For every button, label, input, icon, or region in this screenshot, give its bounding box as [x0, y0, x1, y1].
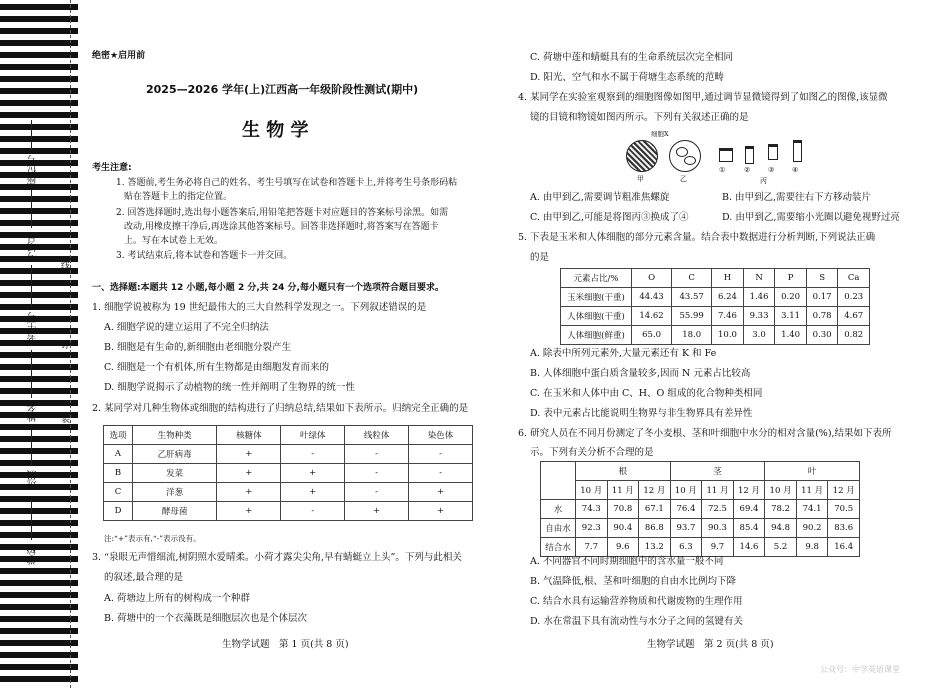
side-fill-line: [31, 430, 32, 466]
q4-option-d: D. 由甲到乙,需要缩小光圈以避免视野过亮: [722, 212, 900, 223]
table-cell: 94.8: [765, 519, 797, 538]
table-cell: 0.78: [806, 307, 838, 326]
q5-option-a: A. 除表中所列元素外,大量元素还有 K 和 Fe: [530, 348, 717, 359]
binding-dashed-line: [70, 0, 72, 688]
side-label-candidate: 考生号: [28, 312, 39, 342]
q4-option-a: A. 由甲到乙,需要调节粗准焦螺旋: [530, 192, 670, 203]
table-cell: 酵母菌: [133, 502, 217, 521]
q6-stem-line1: 6. 研究人员在不同月份测定了冬小麦根、茎和叶细胞中水分的相对含量(%),结果如下表所: [518, 428, 892, 439]
objective-3-icon: [768, 144, 778, 160]
table-cell: -: [345, 445, 409, 464]
binding-stripe: [0, 124, 78, 130]
table-cell: 85.4: [733, 519, 765, 538]
q3-stem-line1: 3. “泉眼无声惜细流,树阴照水爱晴柔。小荷才露尖尖角,早有蜻蜓立上头”。下列与此相关: [92, 552, 462, 563]
table-cell: 14.6: [733, 538, 765, 557]
table-cell: 9.33: [743, 307, 775, 326]
table-cell: 4.67: [838, 307, 870, 326]
binding-stripe: [0, 76, 78, 82]
table-header-row: [541, 481, 860, 500]
table-cell: 洋葱: [133, 483, 217, 502]
table-header-cell: P: [775, 269, 807, 288]
table-cell: 18.0: [672, 326, 712, 345]
table-header-cell: 11 月: [796, 481, 828, 500]
binding-stripe: [0, 676, 78, 682]
binding-stripe: [0, 64, 78, 70]
q5-option-b: B. 人体细胞中蛋白质含量较多,因而 N 元素占比较高: [530, 368, 751, 379]
side-label-class: 班级: [28, 470, 39, 490]
table-cell: 44.43: [632, 288, 672, 307]
table-header-cell: 生物种类: [133, 426, 217, 445]
table-cell: +: [281, 483, 345, 502]
table-cell: +: [409, 483, 473, 502]
binding-stripe: [0, 112, 78, 118]
q4-option-c: C. 由甲到乙,可能是将图丙③换成了④: [530, 212, 689, 223]
q6-option-a: A. 不同器官不同时期细胞中的含水量一般不同: [530, 556, 724, 567]
table-cell: 10.0: [712, 326, 744, 345]
fig-label-1: ①: [719, 166, 726, 174]
table-row: [561, 326, 870, 345]
microscope-field-jia: [626, 140, 658, 172]
table-cell: 1.40: [775, 326, 807, 345]
table-cell: 69.4: [733, 500, 765, 519]
q1-option-b: B. 细胞是有生命的,新细胞由老细胞分裂产生: [104, 342, 292, 353]
table-cell: 6.24: [712, 288, 744, 307]
binding-stripe: [0, 196, 78, 202]
table-header-cell: 11 月: [702, 481, 734, 500]
table-cell: 9.8: [796, 538, 828, 557]
table-header-cell: S: [806, 269, 838, 288]
fig-label-2: ②: [744, 166, 751, 174]
table-cell: 7.46: [712, 307, 744, 326]
table-cell: 93.7: [670, 519, 702, 538]
cell-shape: [676, 147, 688, 157]
binding-stripe: [0, 100, 78, 106]
table-cell: 70.8: [607, 500, 639, 519]
table-cell: -: [345, 483, 409, 502]
exam-title: 2025—2026 学年(上)江西高一年级阶段性测试(期中): [146, 83, 419, 96]
side-label-school: 学校: [28, 545, 39, 565]
table-header-cell: 10 月: [576, 481, 608, 500]
q6-option-d: D. 水在常温下具有流动性与水分子之间的氢键有关: [530, 616, 743, 627]
q4-stem-line2: 镜的目镜和物镜如图丙所示。下列有关叙述正确的是: [530, 112, 749, 123]
table-cell: A: [104, 445, 133, 464]
side-label-seat: 座位号: [28, 155, 39, 185]
table-cell: 1.46: [743, 288, 775, 307]
table-cell: 5.2: [765, 538, 797, 557]
table-cell: 90.4: [607, 519, 639, 538]
table-row: [541, 519, 860, 538]
table-cell: 水: [541, 500, 576, 519]
table-group-cell: 根: [576, 462, 671, 481]
side-label-room: 考场号: [28, 232, 39, 262]
binding-stripe: [0, 16, 78, 22]
table-row: [541, 538, 860, 557]
q5-option-d: D. 表中元素占比能说明生物界与非生物界具有差异性: [530, 408, 753, 419]
table-row: [541, 500, 860, 519]
binding-stripe: [0, 220, 78, 226]
table-header-cell: 12 月: [733, 481, 765, 500]
binding-stripe: [0, 520, 78, 526]
binding-stripe: [0, 460, 78, 466]
side-fill-line: [31, 120, 32, 150]
q1-option-a: A. 细胞学说的建立运用了不完全归纳法: [104, 322, 269, 333]
table-header-cell: 12 月: [828, 481, 860, 500]
binding-stripe: [0, 532, 78, 538]
q3-option-c: C. 荷塘中莲和蜻蜓具有的生命系统层次完全相同: [530, 52, 733, 63]
table-header-cell: 11 月: [607, 481, 639, 500]
table-cell: 人体细胞(鲜重): [561, 326, 632, 345]
table-row: [104, 502, 473, 521]
table-cell: +: [217, 483, 281, 502]
binding-stripe: [0, 40, 78, 46]
binding-stripe: [0, 592, 78, 598]
table-cell: B: [104, 464, 133, 483]
table-header-cell: 12 月: [639, 481, 671, 500]
table-row: [104, 483, 473, 502]
table-cell: 0.23: [838, 288, 870, 307]
table-header-cell: Ca: [838, 269, 870, 288]
table-cell: +: [281, 464, 345, 483]
table-cell: 43.57: [672, 288, 712, 307]
binding-stripe: [0, 28, 78, 34]
section-heading: 一、选择题:本题共 12 小题,每小题 2 分,共 24 分,每小题只有一个选项符合题目要求。: [92, 283, 444, 293]
table-cell: 结合水: [541, 538, 576, 557]
table-cell: 76.4: [670, 500, 702, 519]
q2-note: 注:“+”表示有,“-”表示没有。: [104, 534, 201, 543]
fig-label-yi: 乙: [680, 175, 687, 183]
table-header-cell: 10 月: [670, 481, 702, 500]
table-group-cell: 叶: [765, 462, 860, 481]
q6-stem-line2: 示。下列有关分析不合理的是: [530, 447, 654, 458]
table-header-cell: 核糖体: [217, 426, 281, 445]
table-cell: 67.1: [639, 500, 671, 519]
q3-option-a: A. 荷塘边上所有的树构成一个种群: [104, 593, 250, 604]
table-cell: 玉米细胞(干重): [561, 288, 632, 307]
notice-title: 考生注意:: [92, 163, 132, 173]
side-fill-line: [31, 265, 32, 307]
table-cell: C: [104, 483, 133, 502]
binding-stripe: [0, 664, 78, 670]
fig-label-cellx: 细胞X: [651, 130, 669, 138]
side-fill-line: [31, 350, 32, 398]
binding-stripe: [0, 52, 78, 58]
q3-option-b: B. 荷塘中的一个衣藻既是细胞层次也是个体层次: [104, 613, 308, 624]
table-cell: 83.6: [828, 519, 860, 538]
q1-option-d: D. 细胞学说揭示了动植物的统一性并阐明了生物界的统一性: [104, 382, 355, 393]
binding-stripe: [0, 352, 78, 358]
notice-line: 2. 回答选择题时,选出每小题答案后,用铅笔把答题卡对应题目的答案标号涂黑。如需: [116, 208, 449, 218]
table-header-cell: 染色体: [409, 426, 473, 445]
table-cell: 90.3: [702, 519, 734, 538]
table-cell: -: [409, 464, 473, 483]
table-header-cell: N: [743, 269, 775, 288]
table-row: [561, 307, 870, 326]
table-cell: 78.2: [765, 500, 797, 519]
table-cell: 74.1: [796, 500, 828, 519]
table-cell: 70.5: [828, 500, 860, 519]
table-row: [104, 464, 473, 483]
table-header-cell: H: [712, 269, 744, 288]
footer-page-1: 生物学试题 第 1 页(共 8 页): [222, 639, 349, 650]
table-cell: D: [104, 502, 133, 521]
binding-stripe: [0, 364, 78, 370]
table-cell: 9.7: [702, 538, 734, 557]
table-cell: 0.17: [806, 288, 838, 307]
binding-stripe: [0, 292, 78, 298]
q4-option-b: B. 由甲到乙,需要往右下方移动装片: [722, 192, 872, 203]
secret-mark: 绝密★启用前: [92, 51, 146, 61]
q4-stem-line1: 4. 某同学在实验室观察到的细胞图像如图甲,通过调节显微镜得到了如图乙的图像,该显微: [518, 92, 888, 103]
table-cell: -: [281, 445, 345, 464]
notice-line: 上。写在本试卷上无效。: [124, 236, 224, 246]
fig-label-bing: 丙: [760, 177, 767, 185]
watermark-text: 公众号：中学英语课堂: [820, 665, 900, 674]
binding-stripe: [0, 280, 78, 286]
table-header-cell: O: [632, 269, 672, 288]
q6-option-b: B. 气温降低,根、茎和叶细胞的自由水比例均下降: [530, 576, 737, 587]
table-group-cell: 茎: [670, 462, 765, 481]
q6-table: [540, 461, 860, 557]
table-cell: 乙肝病毒: [133, 445, 217, 464]
binding-stripe: [0, 148, 78, 154]
binding-stripe: [0, 136, 78, 142]
q1-option-c: C. 细胞是一个有机体,所有生物都是由细胞发育而来的: [104, 362, 329, 373]
binding-stripe: [0, 436, 78, 442]
q6-option-c: C. 结合水具有运输营养物质和代谢废物的生理作用: [530, 596, 743, 607]
table-header-cell: C: [672, 269, 712, 288]
table-header-cell: 元素占比/%: [561, 269, 632, 288]
table-cell: 7.7: [576, 538, 608, 557]
binding-stripe: [0, 496, 78, 502]
table-cell: +: [217, 502, 281, 521]
notice-line: 3. 考试结束后,将本试卷和答题卡一并交回。: [116, 251, 293, 261]
q1-stem: 1. 细胞学说被称为 19 世纪最伟大的三大自然科学发现之一。下列叙述错误的是: [92, 302, 427, 313]
side-label-name: 姓名: [28, 402, 39, 422]
binding-stripe: [0, 376, 78, 382]
binding-stripe: [0, 4, 78, 10]
q5-stem-line2: 的是: [530, 252, 550, 263]
table-cell: +: [217, 464, 281, 483]
table-cell: 92.3: [576, 519, 608, 538]
eyepiece-2-icon: [745, 146, 754, 164]
q5-table: [560, 268, 870, 345]
table-cell: 74.3: [576, 500, 608, 519]
table-cell: 3.0: [743, 326, 775, 345]
table-cell: 16.4: [828, 538, 860, 557]
binding-stripe: [0, 652, 78, 658]
table-cell: 0.30: [806, 326, 838, 345]
q2-stem: 2. 某同学对几种生物体或细胞的结构进行了归纳总结,结果如下表所示。归纳完全正确的是: [92, 403, 469, 414]
binding-stripe: [0, 304, 78, 310]
fig-label-4: ④: [792, 166, 799, 174]
fig-label-3: ③: [768, 166, 775, 174]
footer-page-2: 生物学试题 第 2 页(共 8 页): [647, 639, 774, 650]
table-cell: 人体细胞(干重): [561, 307, 632, 326]
binding-stripe: [0, 604, 78, 610]
binding-stripe: [0, 448, 78, 454]
cutmark-line: 线: [61, 261, 71, 271]
binding-stripe: [0, 580, 78, 586]
table-cell: 9.6: [607, 538, 639, 557]
table-cell: 6.3: [670, 538, 702, 557]
binding-stripe: [0, 628, 78, 634]
fig-label-jia: 甲: [637, 175, 644, 183]
table-header-row: [561, 269, 870, 288]
q2-table: [103, 425, 473, 521]
table-cell: -: [409, 445, 473, 464]
notice-line: 1. 答题前,考生务必将自己的姓名、考生号填写在试卷和答题卡上,并将考生号条形码粘: [116, 178, 458, 188]
table-cell: 自由水: [541, 519, 576, 538]
binding-stripe: [0, 568, 78, 574]
table-cell: 65.0: [632, 326, 672, 345]
table-header-cell: 叶绿体: [281, 426, 345, 445]
table-header-cell: 线粒体: [345, 426, 409, 445]
cutmark-install: 装: [61, 415, 71, 425]
side-fill-line: [31, 190, 32, 228]
table-row: [104, 445, 473, 464]
table-cell: +: [217, 445, 281, 464]
q5-option-c: C. 在玉米和人体中由 C、H、O 组成的化合物种类相同: [530, 388, 763, 399]
binding-stripe: [0, 616, 78, 622]
table-corner-cell: [541, 462, 576, 500]
table-header-row: [541, 462, 860, 481]
table-cell: 90.2: [796, 519, 828, 538]
side-fill-line: [31, 500, 32, 540]
table-header-row: [104, 426, 473, 445]
table-header-cell: 10 月: [765, 481, 797, 500]
cell-shape: [684, 156, 696, 165]
objective-4-icon: [793, 140, 802, 162]
table-cell: +: [409, 502, 473, 521]
binding-stripe: [0, 640, 78, 646]
table-cell: -: [281, 502, 345, 521]
table-cell: 86.8: [639, 519, 671, 538]
table-header-cell: 选项: [104, 426, 133, 445]
q3-stem-line2: 的叙述,最合理的是: [104, 572, 184, 583]
table-cell: 发菜: [133, 464, 217, 483]
table-cell: 55.99: [672, 307, 712, 326]
binding-stripe: [0, 88, 78, 94]
cutmark-bind: 订: [61, 341, 71, 351]
table-cell: 0.82: [838, 326, 870, 345]
table-cell: 3.11: [775, 307, 807, 326]
binding-stripe: [0, 208, 78, 214]
eyepiece-1-icon: [719, 148, 733, 162]
table-cell: 72.5: [702, 500, 734, 519]
table-cell: -: [345, 464, 409, 483]
q5-stem-line1: 5. 下表是玉米和人体细胞的部分元素含量。结合表中数据进行分析判断,下列说法正确: [518, 232, 876, 243]
table-cell: +: [345, 502, 409, 521]
table-cell: 14.62: [632, 307, 672, 326]
notice-line: 贴在答题卡上的指定位置。: [124, 192, 233, 202]
subject-title: 生 物 学: [242, 120, 309, 141]
binding-stripe: [0, 388, 78, 394]
table-row: [561, 288, 870, 307]
binding-stripe: [0, 508, 78, 514]
table-cell: 0.20: [775, 288, 807, 307]
q3-option-d: D. 阳光、空气和水不属于荷塘生态系统的范畴: [530, 72, 724, 83]
table-cell: 13.2: [639, 538, 671, 557]
notice-line: 改动,用橡皮擦干净后,再选涂其他答案标号。回答非选择题时,将答案写在答题卡: [124, 222, 439, 232]
